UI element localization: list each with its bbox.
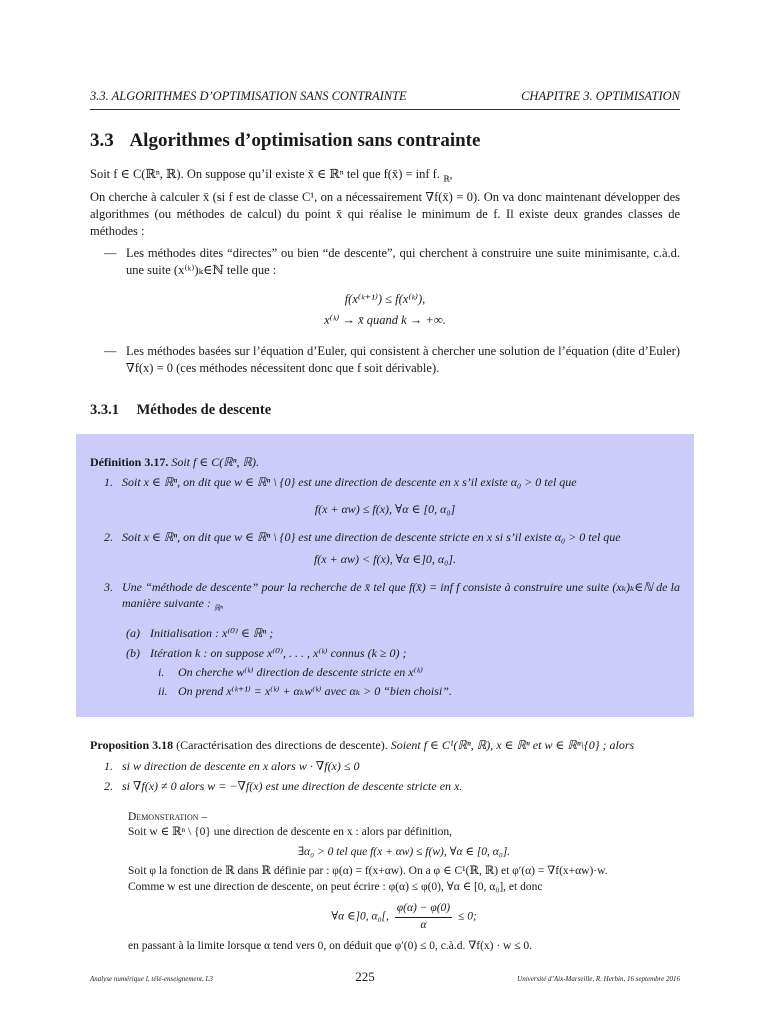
- bullet-dash: —: [104, 343, 117, 358]
- footer-left: Analyse numérique I, télé-enseignement, L3: [90, 975, 213, 983]
- section-title: [90, 128, 680, 154]
- section-title-text: Algorithmes d’optimisation sans contrainte: [129, 129, 481, 151]
- inf-subscript: ℝⁿ: [443, 174, 453, 184]
- demonstration-equation-2: ∀α ∈]0, α₀[, $\frac{\varphi(\alpha) - \varphi(0)}{\alpha}$ ≤ 0;: [128, 901, 680, 933]
- equation-block-1: [90, 291, 680, 329]
- definition-equation-1: f(x + αw) ≤ f(x), ∀α ∈ [0, α₀]: [314, 501, 456, 516]
- definition-subitem-a: [126, 625, 680, 641]
- definition-lead: Soit f ∈ C(ℝⁿ, ℝ).: [171, 455, 260, 470]
- subsection-title: [90, 401, 680, 421]
- proposition-label: Proposition 3.18: [90, 738, 174, 753]
- footer-right: Université d’Aix-Marseille, R. Herbin, 16 septembre 2016: [517, 975, 680, 983]
- subitem-text: Initialisation : x⁽⁰⁾ ∈ ℝⁿ ;: [150, 625, 274, 640]
- item-text: Soit x ∈ ℝⁿ, on dit que w ∈ ℝⁿ \ {0} est une direction de descente stricte en x si s’il existe α₀ > 0 tel que: [122, 529, 621, 544]
- subitem-label: (b): [126, 645, 140, 660]
- demonstration-line-4: Comme w est une direction de descente, on peut écrire : φ(α) ≤ φ(0), ∀α ∈ [0, α₀], et donc: [128, 880, 543, 893]
- item-text: si w direction de descente en x alors w · ∇f(x) ≤ 0: [122, 758, 360, 773]
- demonstration-title: Demonstration –: [128, 810, 208, 823]
- subsection-number: 3.3.1: [90, 401, 119, 418]
- proposition-lead: Soient f ∈ C¹(ℝⁿ, ℝ), x ∈ ℝⁿ et w ∈ ℝⁿ\{0} ; alors: [390, 738, 635, 753]
- proposition-item-2: [104, 778, 680, 794]
- definition-subitem-b-i: [158, 664, 680, 680]
- demonstration-line-1: Soit w ∈ ℝⁿ \ {0} une direction de descente en x : alors par définition,: [128, 826, 452, 839]
- header-left: 3.3. ALGORITHMES D’OPTIMISATION SANS CONTRAINTE: [90, 89, 407, 103]
- intro-paragraph-2: On cherche à calculer x̄ (si f est de classe C¹, on a nécessairement ∇f(x̄) = 0). On va donc maintenant développer des algorithmes (ou méthodes de calcul) du point x̄ qui réalise le minimum de f. Il existe deux grandes classes de méthodes :: [90, 189, 680, 238]
- definition-subitem-b-ii: [158, 683, 680, 699]
- fraction: $\frac{\varphi(\alpha) - \varphi(0)}{\alpha}$: [396, 902, 451, 931]
- item-number: 2.: [104, 778, 113, 793]
- item-number: 1.: [104, 475, 113, 490]
- method-bullet-2: [104, 343, 680, 377]
- subsection-title-text: Méthodes de descente: [136, 401, 272, 418]
- item-number: 1.: [104, 758, 113, 773]
- proposition-item-1: [104, 758, 680, 774]
- page-body: [90, 88, 680, 955]
- bullet-dash: —: [104, 246, 117, 261]
- item-text: Soit x ∈ ℝⁿ, on dit que w ∈ ℝⁿ \ {0} est une direction de descente en x s’il existe α₀ > 0 tel que: [122, 475, 577, 490]
- definition-item-1: [104, 474, 680, 490]
- subsubitem-label: ii.: [158, 684, 168, 699]
- bullet-text-2: Les méthodes basées sur l’équation d’Euler, qui consistent à chercher une solution de l’équation (dite d’Euler) ∇f(x) = 0 (ces méthodes nécessitent donc que f soit dérivable).: [126, 343, 680, 375]
- section-number: 3.3: [90, 129, 114, 151]
- page-number: 225: [355, 969, 375, 984]
- intro-paragraph-1: Soit f ∈ C(ℝⁿ, ℝ). On suppose qu’il existe x̄ ∈ ℝⁿ tel que f(x̄) = inf f. $_{ℝ^n}$: [90, 166, 453, 184]
- subsubitem-label: i.: [158, 664, 165, 679]
- proposition-paren: (Caractérisation des directions de descente).: [176, 738, 388, 753]
- definition-label: Définition 3.17.: [90, 455, 169, 470]
- method-bullet-1: [104, 245, 680, 279]
- demonstration-block: [128, 810, 680, 955]
- proposition-block: [90, 737, 680, 794]
- inf-subscript: ℝⁿ: [213, 603, 223, 613]
- bullet-text-1: Les méthodes dites “directes” ou bien “de descente”, qui cherchent à construire une suite minimisante, c.à.d. une suite (x⁽ᵏ⁾)ₖ∈ℕ telle que :: [126, 246, 680, 278]
- definition-heading: [90, 454, 680, 470]
- running-header: [90, 88, 680, 110]
- definition-item-3: [104, 579, 680, 614]
- demonstration-line-6: en passant à la limite lorsque α tend vers 0, on déduit que φ′(0) ≤ 0, c.à.d. ∇f(x) · w ≤ 0.: [128, 940, 533, 953]
- definition-subitem-b: [126, 645, 680, 661]
- subsubitem-text: On prend x⁽ᵏ⁺¹⁾ = x⁽ᵏ⁾ + αₖw⁽ᵏ⁾ avec αₖ > 0 “bien choisi”.: [178, 684, 452, 699]
- subitem-text: Itération k : on suppose x⁽⁰⁾, . . . , x⁽ᵏ⁾ connus (k ≥ 0) ;: [150, 645, 407, 660]
- item-text: si ∇f(x) ≠ 0 alors w = −∇f(x) est une direction de descente stricte en x.: [122, 778, 463, 793]
- item-number: 2.: [104, 529, 113, 544]
- subsubitem-text: On cherche w⁽ᵏ⁾ direction de descente stricte en x⁽ᵏ⁾: [178, 664, 423, 679]
- definition-equation-2: f(x + αw) < f(x), ∀α ∈]0, α₀].: [313, 552, 457, 566]
- item-number: 3.: [104, 580, 113, 595]
- subitem-label: (a): [126, 625, 140, 640]
- definition-item-2: [104, 529, 680, 545]
- page-footer: [90, 968, 680, 986]
- equation-1a: f(x⁽ᵏ⁺¹⁾) ≤ f(x⁽ᵏ⁾),: [344, 292, 426, 307]
- equation-1b: x⁽ᵏ⁾ → x̄ quand k → +∞.: [324, 313, 446, 328]
- demonstration-equation-1: ∃α₀ > 0 tel que f(x + αw) ≤ f(w), ∀α ∈ [0, α₀].: [297, 845, 511, 858]
- definition-box: [76, 434, 694, 717]
- header-right: CHAPITRE 3. OPTIMISATION: [521, 89, 680, 103]
- proposition-heading: [90, 737, 680, 753]
- demonstration-line-3: Soit φ la fonction de ℝ dans ℝ définie par : φ(α) = f(x+αw). On a φ ∈ C¹(ℝ, ℝ) et φ′(α) = ∇f(x+αw)·w.: [128, 865, 608, 878]
- item-text: Une “méthode de descente” pour la recherche de x̄ tel que f(x̄) = inf f consiste à construire une suite (xₖ)ₖ∈ℕ de la manière suivante : $_{ℝ^n}$: [122, 580, 680, 613]
